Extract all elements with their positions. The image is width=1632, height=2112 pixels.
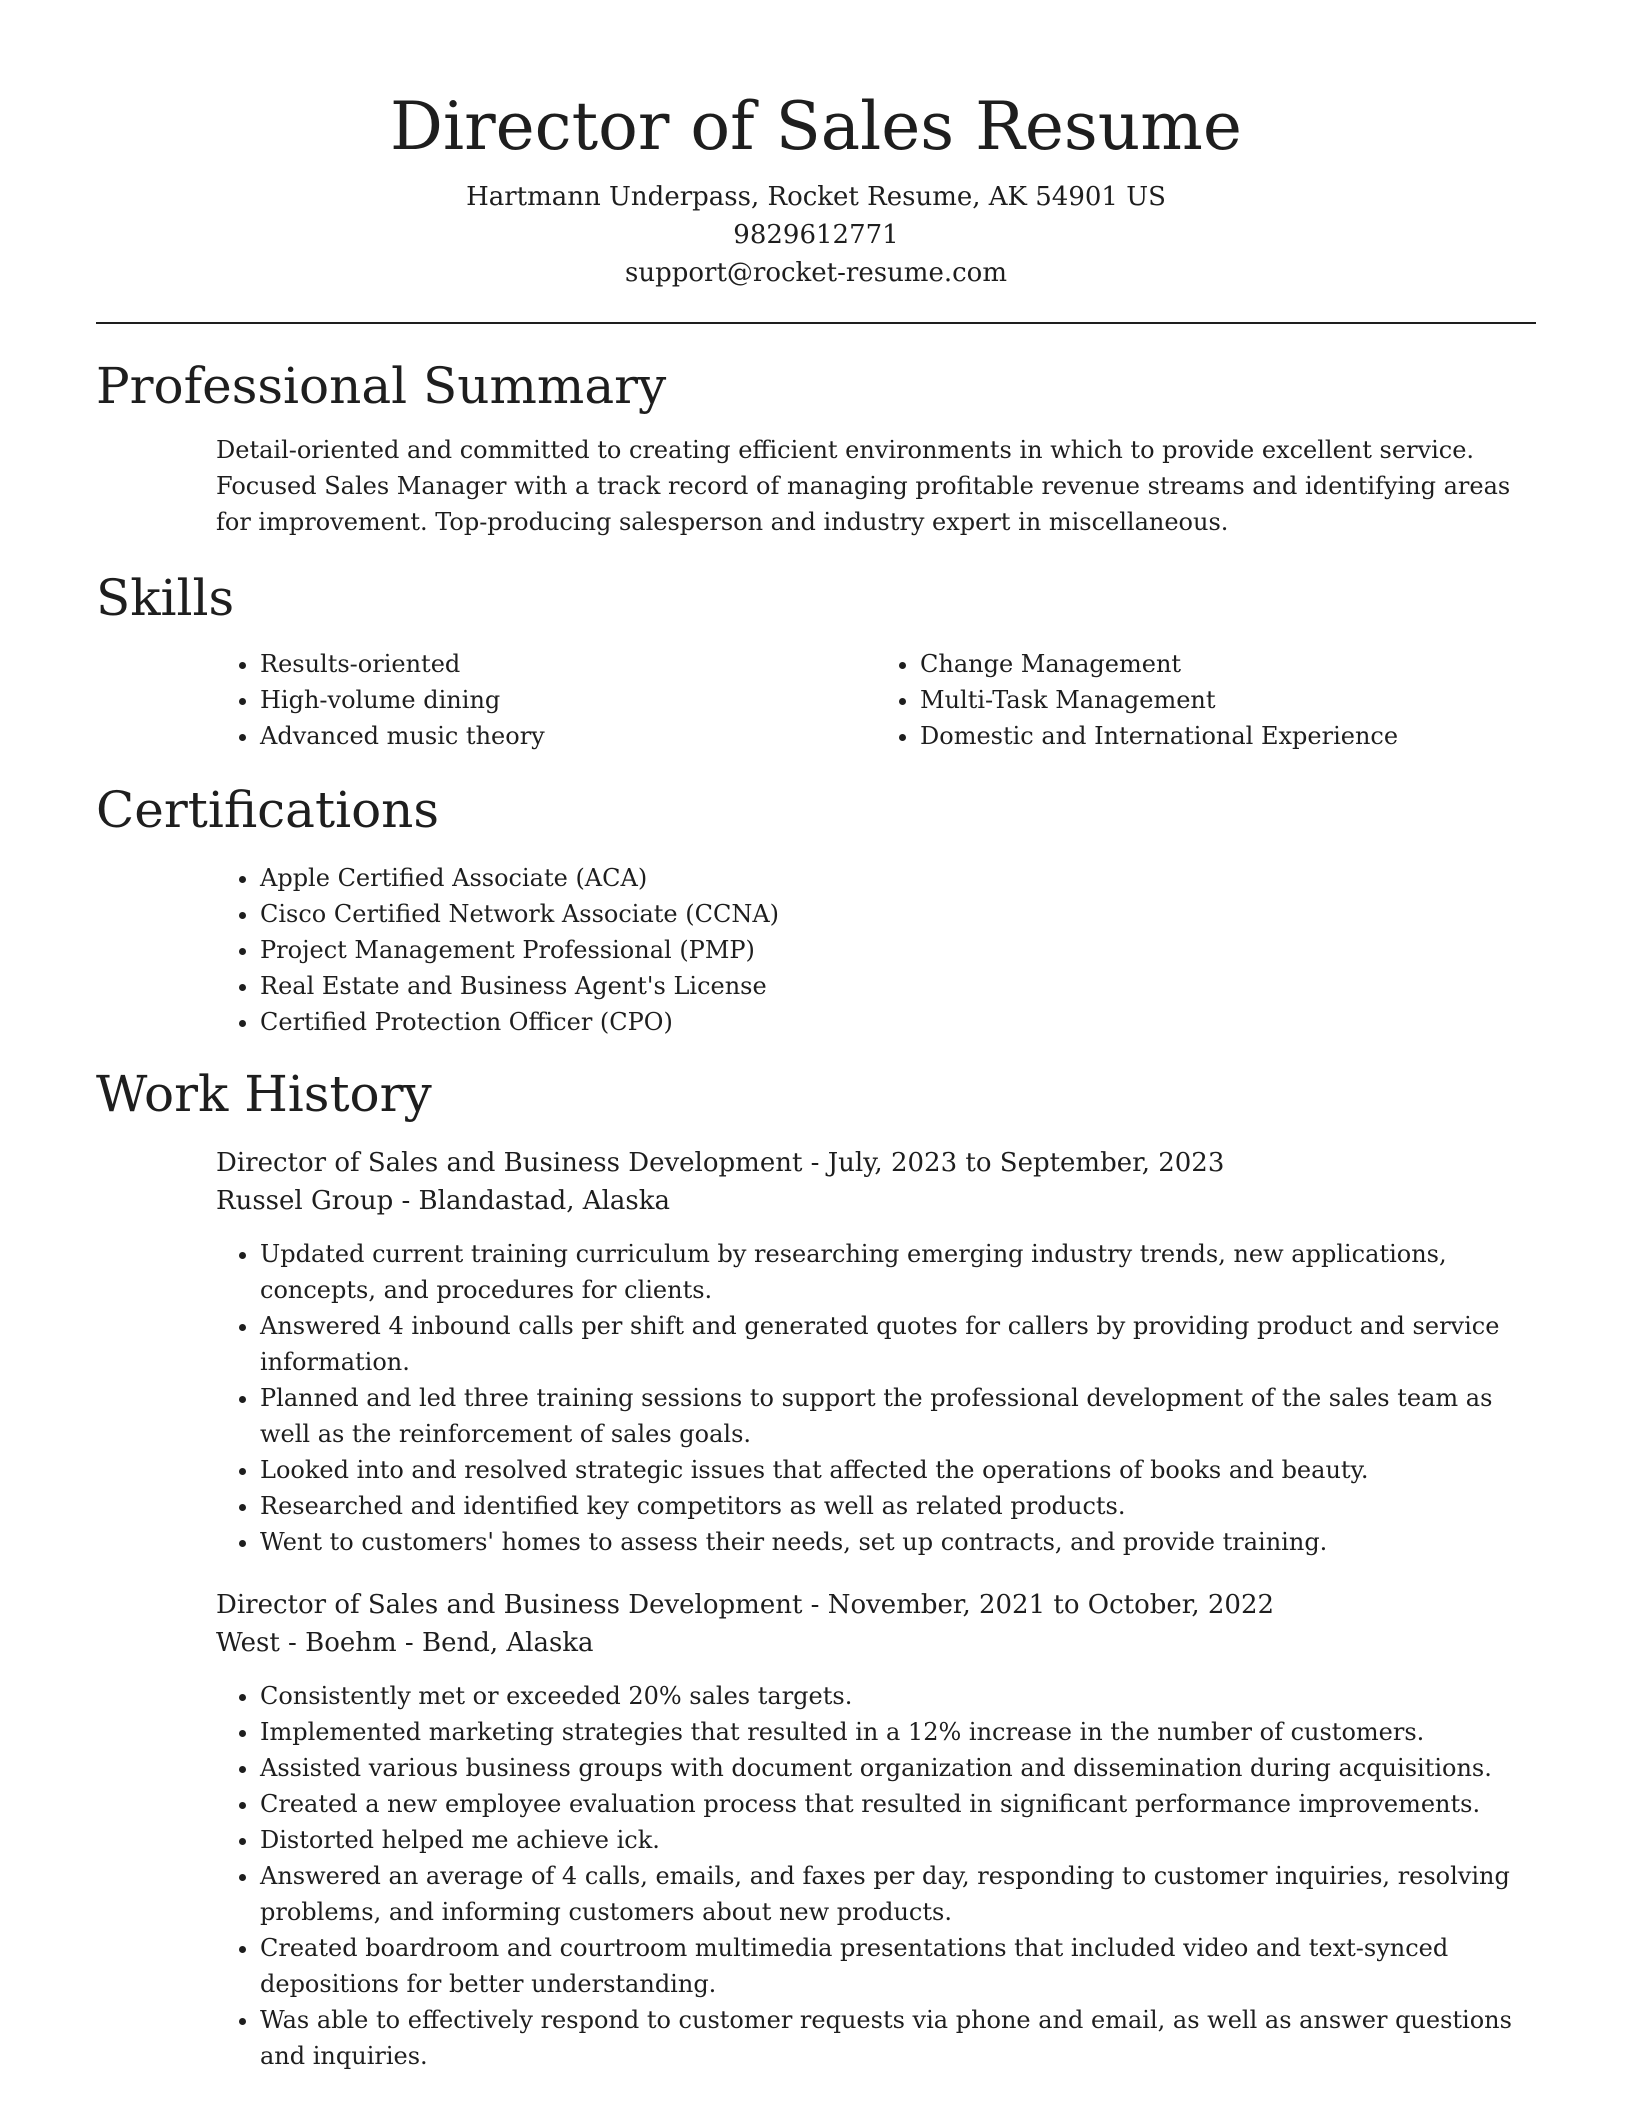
job-duty-item: • Researched and identified key competitors as well as related products.	[260, 1488, 1536, 1524]
work-history-section	[96, 1062, 1536, 2074]
job-duty-item: • Updated current training curriculum by researching emerging industry trends, new applications, concepts, and procedures for clients.	[260, 1236, 1536, 1308]
skill-item: • High-volume dining	[260, 682, 876, 718]
summary-heading: Professional Summary	[96, 357, 667, 415]
job-duty-item: • Planned and led three training sessions to support the professional development of the sales team as well as the reinforcement of sales goals.	[260, 1380, 1536, 1452]
job-title-line: Director of Sales and Business Development - November, 2021 to October, 2022	[216, 1590, 1275, 1620]
job-duty-item: • Assisted various business groups with document organization and dissemination during acquisitions.	[260, 1750, 1536, 1786]
certification-item: • Project Management Professional (PMP)	[260, 932, 1536, 968]
skill-item: • Advanced music theory	[260, 718, 876, 754]
job-duty-item: • Answered 4 inbound calls per shift and generated quotes for callers by providing product and service information.	[260, 1308, 1536, 1380]
resume-header	[96, 0, 1536, 292]
job-company-line: Russel Group - Blandastad, Alaska	[216, 1186, 670, 1216]
job-duties-list	[216, 1678, 1536, 2074]
job-duties-list	[216, 1236, 1536, 1560]
job-duty-item: • Implemented marketing strategies that resulted in a 12% increase in the number of customers.	[260, 1714, 1536, 1750]
skill-item: • Multi-Task Management	[920, 682, 1536, 718]
skill-item: • Domestic and International Experience	[920, 718, 1536, 754]
summary-section	[96, 354, 1536, 540]
job-title-line: Director of Sales and Business Development - July, 2023 to September, 2023	[216, 1148, 1225, 1178]
job-duty-item: • Consistently met or exceeded 20% sales targets.	[260, 1678, 1536, 1714]
job-entry	[216, 1144, 1536, 1560]
job-duty-item: • Looked into and resolved strategic issues that affected the operations of books and beauty.	[260, 1452, 1536, 1488]
contact-phone: 9829612771	[733, 220, 899, 250]
resume-title: Director of Sales Resume	[390, 88, 1242, 165]
certifications-section	[96, 778, 1536, 1040]
skills-columns	[216, 646, 1536, 754]
job-duty-item: • Answered an average of 4 calls, emails, and faxes per day, responding to customer inquiries, resolving problems, and informing customers about new products.	[260, 1858, 1536, 1930]
certification-item: • Apple Certified Associate (ACA)	[260, 860, 1536, 896]
contact-address: Hartmann Underpass, Rocket Resume, AK 54901 US	[466, 182, 1166, 212]
skill-item: • Change Management	[920, 646, 1536, 682]
skills-heading: Skills	[96, 569, 235, 627]
header-divider	[96, 322, 1536, 324]
skills-section	[96, 566, 1536, 754]
job-entry	[216, 1586, 1536, 2074]
work-history-heading: Work History	[96, 1065, 432, 1123]
job-company-line: West - Boehm - Bend, Alaska	[216, 1628, 594, 1658]
certifications-list	[216, 860, 1536, 1040]
skills-list-left	[216, 646, 876, 754]
job-duty-item: • Distorted helped me achieve ick.	[260, 1822, 1536, 1858]
job-duty-item: • Went to customers' homes to assess their needs, set up contracts, and provide training.	[260, 1524, 1536, 1560]
summary-text: Detail-oriented and committed to creating efficient environments in which to provide excellent service. Focused Sales Manager with a track record of managing profitable revenue streams and identifying areas for improvement. Top-producing salesperson and industry expert in miscellaneous.	[216, 436, 1511, 536]
job-duty-item: • Created boardroom and courtroom multimedia presentations that included video and text-synced depositions for better understanding.	[260, 1930, 1536, 2002]
skill-item: • Results-oriented	[260, 646, 876, 682]
certifications-heading: Certifications	[96, 781, 440, 839]
resume-page	[96, 0, 1536, 2074]
certification-item: • Real Estate and Business Agent's License	[260, 968, 1536, 1004]
contact-block	[96, 178, 1536, 292]
contact-email: support@rocket-resume.com	[624, 258, 1007, 288]
skills-list-right	[876, 646, 1536, 754]
job-duty-item: • Created a new employee evaluation process that resulted in significant performance improvements.	[260, 1786, 1536, 1822]
certification-item: • Cisco Certified Network Associate (CCNA)	[260, 896, 1536, 932]
job-duty-item: • Was able to effectively respond to customer requests via phone and email, as well as answer questions and inquiries.	[260, 2002, 1536, 2074]
certification-item: • Certified Protection Officer (CPO)	[260, 1004, 1536, 1040]
